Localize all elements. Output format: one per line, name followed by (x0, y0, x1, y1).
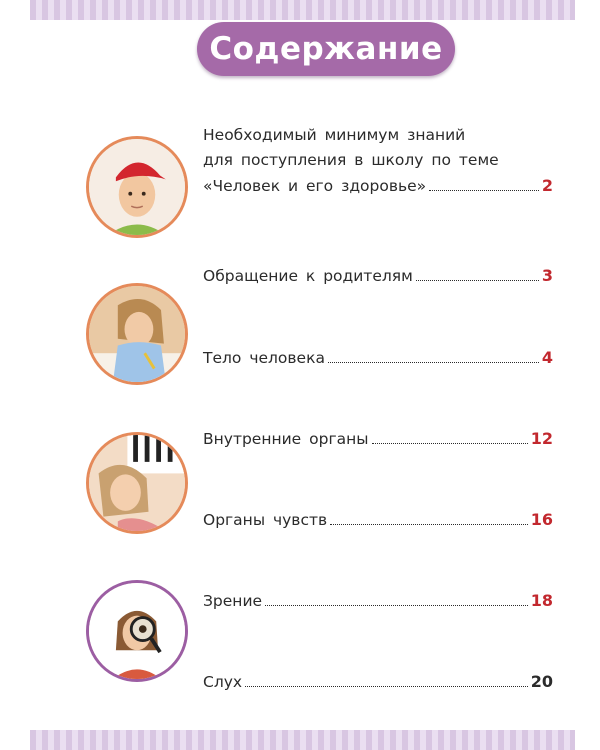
girl-magnifier-illustration (89, 583, 185, 679)
toc-entry-title: Органы чувств (203, 511, 328, 529)
toc-entry-title: Внутренние органы (203, 430, 369, 448)
photo-girl-piano (86, 432, 188, 534)
top-decorative-stripe (30, 0, 575, 20)
page-number: 2 (541, 176, 553, 195)
bottom-decorative-stripe (30, 730, 575, 750)
page-number: 3 (541, 266, 553, 285)
toc-entry-1-title-end: «Человек и его здоровье» (203, 177, 427, 195)
contents-title-banner (197, 22, 455, 76)
page-number: 4 (541, 348, 553, 367)
photo-girl-writing (86, 283, 188, 385)
toc-entry-1-line-2: для поступления в школу по теме (203, 151, 499, 169)
toc-entry-6[interactable] (203, 591, 553, 610)
photo-boy-in-cap (86, 136, 188, 238)
dot-leader (245, 686, 528, 687)
toc-entry-title: Обращение к родителям (203, 267, 413, 285)
toc-entry-1[interactable] (203, 123, 553, 199)
toc-entry-4[interactable] (203, 429, 553, 448)
dot-leader (372, 443, 528, 444)
toc-entry-3[interactable] (203, 348, 553, 367)
girl-writing-illustration (89, 286, 185, 382)
toc-entry-2[interactable] (203, 266, 553, 285)
dot-leader (328, 362, 539, 363)
dot-leader (330, 524, 528, 525)
boy-illustration (89, 139, 185, 235)
toc-entry-5[interactable] (203, 510, 553, 529)
photo-girl-magnifier (86, 580, 188, 682)
dot-leader (429, 190, 539, 191)
page-title: Содержание (209, 31, 443, 67)
girl-piano-illustration (89, 435, 185, 531)
page-number: 16 (530, 510, 553, 529)
dot-leader (265, 605, 528, 606)
toc-entry-1-line-1: Необходимый минимум знаний (203, 126, 466, 144)
toc-entry-1-line-3 (203, 173, 553, 199)
toc-entry-7[interactable] (203, 672, 553, 691)
page-number: 18 (530, 591, 553, 610)
dot-leader (416, 280, 539, 281)
page-number: 20 (530, 672, 553, 691)
toc-entry-title: Слух (203, 673, 243, 691)
toc-entry-title: Зрение (203, 592, 263, 610)
page-number: 12 (530, 429, 553, 448)
toc-entry-title: Тело человека (203, 349, 325, 367)
